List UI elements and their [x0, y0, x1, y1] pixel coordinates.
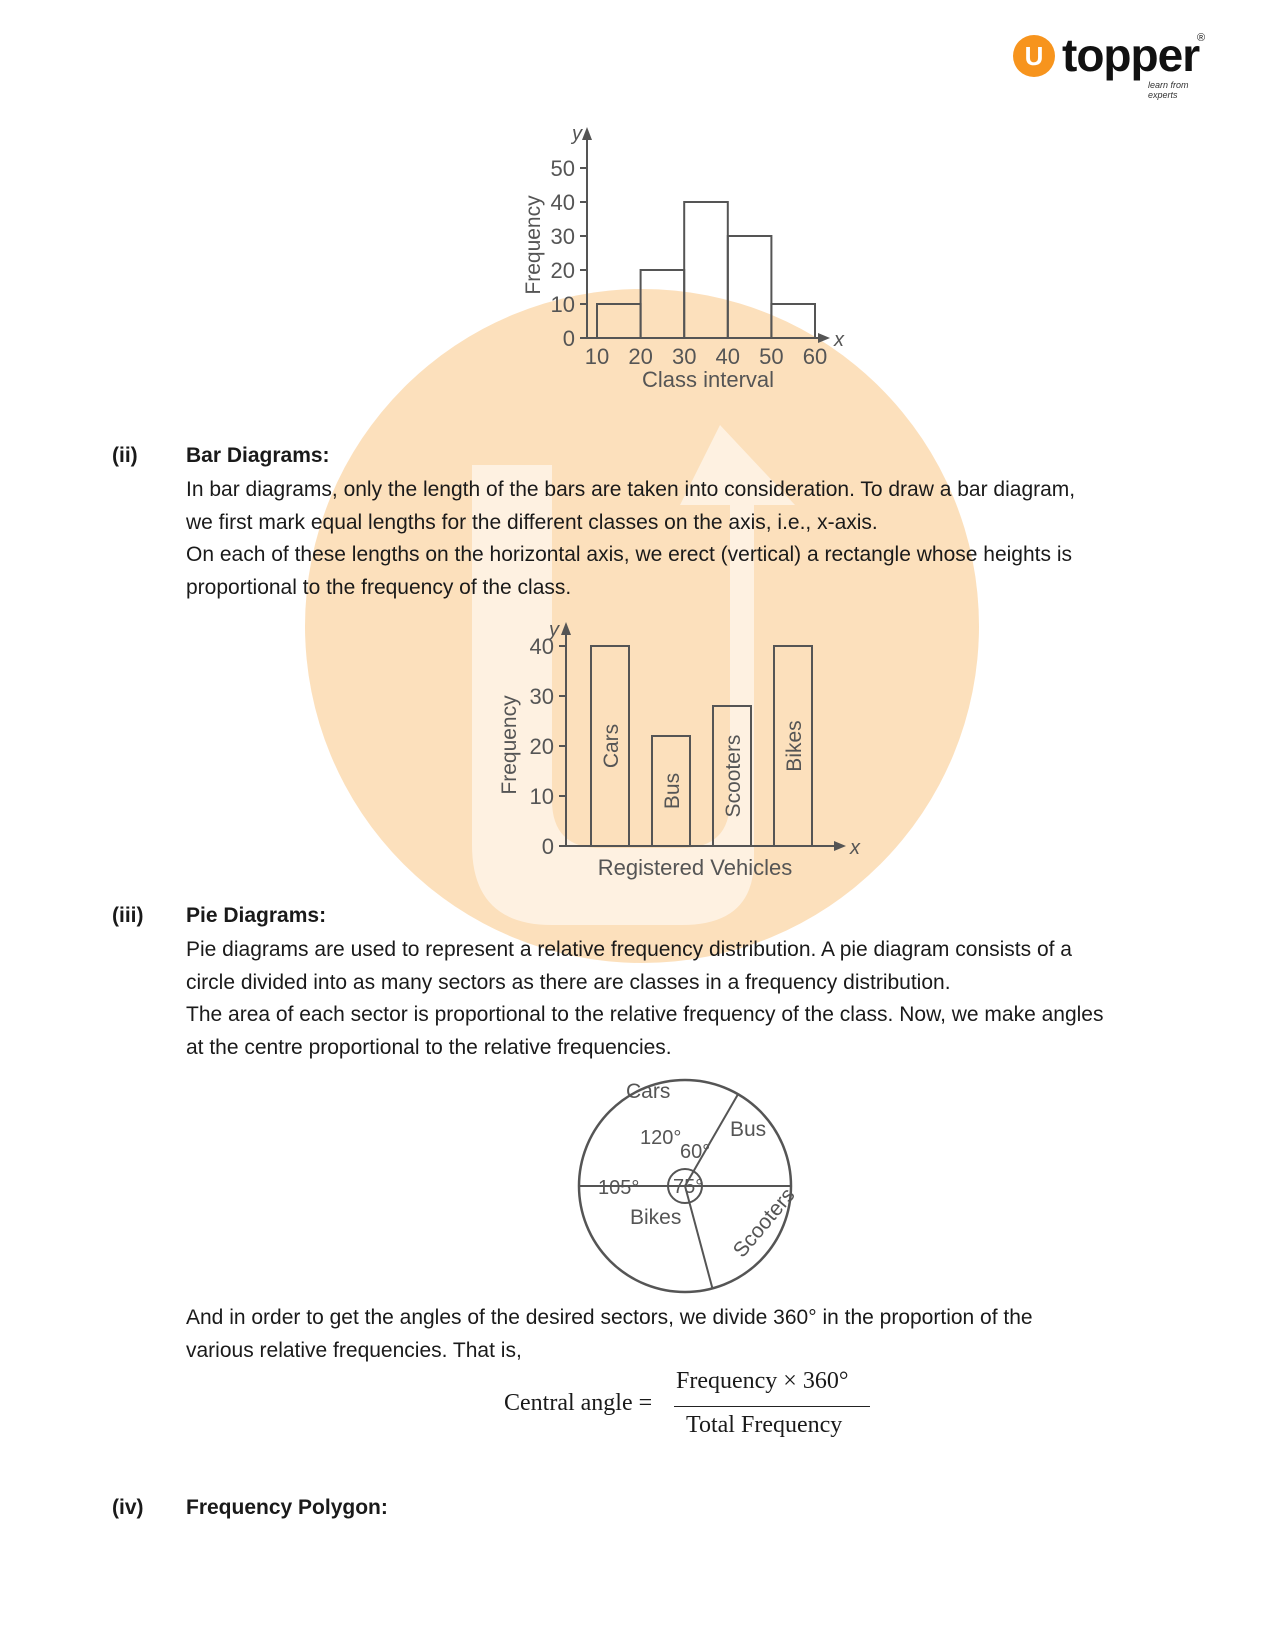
- histogram-y-tick-label: 10: [550, 292, 575, 317]
- pie-slice-angle-label: 105°: [598, 1177, 640, 1199]
- bar-y-tick-label: 30: [529, 684, 554, 709]
- histogram-y-arrow: [582, 127, 592, 140]
- bar-y-arrow: [561, 622, 571, 635]
- bar-category-label: Bus: [661, 772, 684, 810]
- histogram-x-tick-label: 30: [671, 344, 697, 369]
- logo-registered-mark: ®: [1197, 32, 1206, 44]
- pie-slice-label: Cars: [626, 1080, 671, 1103]
- histogram-y-tick-label: 20: [550, 258, 575, 283]
- section-iii-body: [186, 934, 1196, 1064]
- histogram-y-letter: y: [572, 123, 582, 145]
- histogram-y-label: Frequency: [522, 195, 545, 295]
- section-iv-number: (iv): [112, 1496, 144, 1519]
- section-iii-line: at the centre proportional to the relative frequencies.: [186, 1035, 672, 1059]
- histogram-x-arrow: [818, 333, 830, 343]
- bar-category-label: Scooters: [722, 734, 745, 818]
- section-iv-title: Frequency Polygon:: [186, 1496, 388, 1519]
- histogram-chart: [0, 0, 1275, 410]
- section-iii-title: Pie Diagrams:: [186, 904, 327, 927]
- bar-y-tick-label: 10: [529, 784, 554, 809]
- histogram-bar: [728, 236, 772, 338]
- histogram-x-tick-label: 40: [715, 344, 741, 369]
- histogram-bar: [771, 304, 815, 338]
- section-iii-line: The area of each sector is proportional to the relative frequency of the class. Now, we make angles: [186, 1003, 1104, 1026]
- histogram-x-label: Class interval: [641, 367, 775, 392]
- logo-wordmark: topper: [1062, 29, 1200, 81]
- formula-numerator: Frequency × 360°: [676, 1368, 849, 1394]
- bar-y-letter: y: [549, 619, 559, 641]
- formula-lhs: Central angle =: [504, 1390, 653, 1416]
- section-ii-title: Bar Diagrams:: [186, 444, 330, 467]
- formula-fraction-bar: [674, 1406, 870, 1407]
- histogram-y-tick-label: 50: [550, 156, 575, 181]
- histogram-bar: [641, 270, 685, 338]
- pie-slice-label: Scooters: [728, 1183, 800, 1263]
- logo-tagline: learn from experts: [1148, 80, 1189, 100]
- formula-denominator: Total Frequency: [686, 1412, 843, 1438]
- section-ii-line: proportional to the frequency of the class.: [186, 575, 572, 599]
- section-ii-line: On each of these lengths on the horizontal axis, we erect (vertical) a rectangle whose heights is: [186, 543, 1072, 566]
- histogram-x-tick-label: 50: [759, 344, 784, 369]
- bar-y-tick-label: 20: [529, 734, 554, 759]
- histogram-x-tick-label: 10: [584, 344, 610, 369]
- bar-category-label: Cars: [600, 723, 623, 769]
- section-ii-number: (ii): [112, 444, 138, 467]
- pie-slice-angle-label: 120°: [640, 1127, 682, 1149]
- histogram-y-tick-label: 30: [550, 224, 575, 249]
- section-iii-after: [186, 1302, 1196, 1367]
- pie-slice-label: Bus: [730, 1118, 767, 1141]
- pie-slice-label: Bikes: [630, 1206, 682, 1229]
- histogram-y-tick-label: 40: [550, 190, 575, 215]
- histogram-x-tick-label: 20: [628, 344, 653, 369]
- bar-y-tick-label: 0: [541, 834, 554, 859]
- section-iii-line: circle divided into as many sectors as there are classes in a frequency distribution.: [186, 970, 951, 994]
- bar-chart: [0, 600, 1275, 890]
- section-iii-after-line: And in order to get the angles of the desired sectors, we divide 360° in the proportion of the: [186, 1306, 1033, 1329]
- bar-x-label: Registered Vehicles: [597, 855, 793, 880]
- bar-y-tick-label: 40: [529, 634, 554, 659]
- histogram-x-letter: x: [834, 329, 844, 351]
- section-ii-line: we first mark equal lengths for the different classes on the axis, i.e., x-axis.: [186, 510, 878, 534]
- logo-glyph: U: [1024, 41, 1044, 71]
- central-angle-formula: [504, 1368, 884, 1448]
- section-ii-line: In bar diagrams, only the length of the bars are taken into consideration. To draw a bar diagram,: [186, 478, 1076, 501]
- section-iii-line: Pie diagrams are used to represent a relative frequency distribution. A pie diagram consists of a: [186, 938, 1072, 961]
- pie-slice-boundary: [685, 1186, 712, 1288]
- section-ii-body: [186, 474, 1186, 604]
- pie-slice-angle-label: 60°: [680, 1141, 711, 1163]
- bar-x-letter: x: [850, 837, 860, 859]
- section-iii-after-line: various relative frequencies. That is,: [186, 1338, 522, 1362]
- histogram-bar: [597, 304, 641, 338]
- pie-slice-angle-label: 75°: [673, 1176, 704, 1198]
- histogram-bar: [684, 202, 728, 338]
- pie-chart: [560, 1070, 810, 1300]
- bar-x-arrow: [834, 841, 846, 851]
- section-iii-number: (iii): [112, 904, 144, 927]
- bar-category-label: Bikes: [783, 720, 806, 772]
- histogram-y-tick-label: 0: [562, 326, 575, 351]
- histogram-x-tick-label: 60: [802, 344, 828, 369]
- bar-y-label: Frequency: [498, 695, 521, 795]
